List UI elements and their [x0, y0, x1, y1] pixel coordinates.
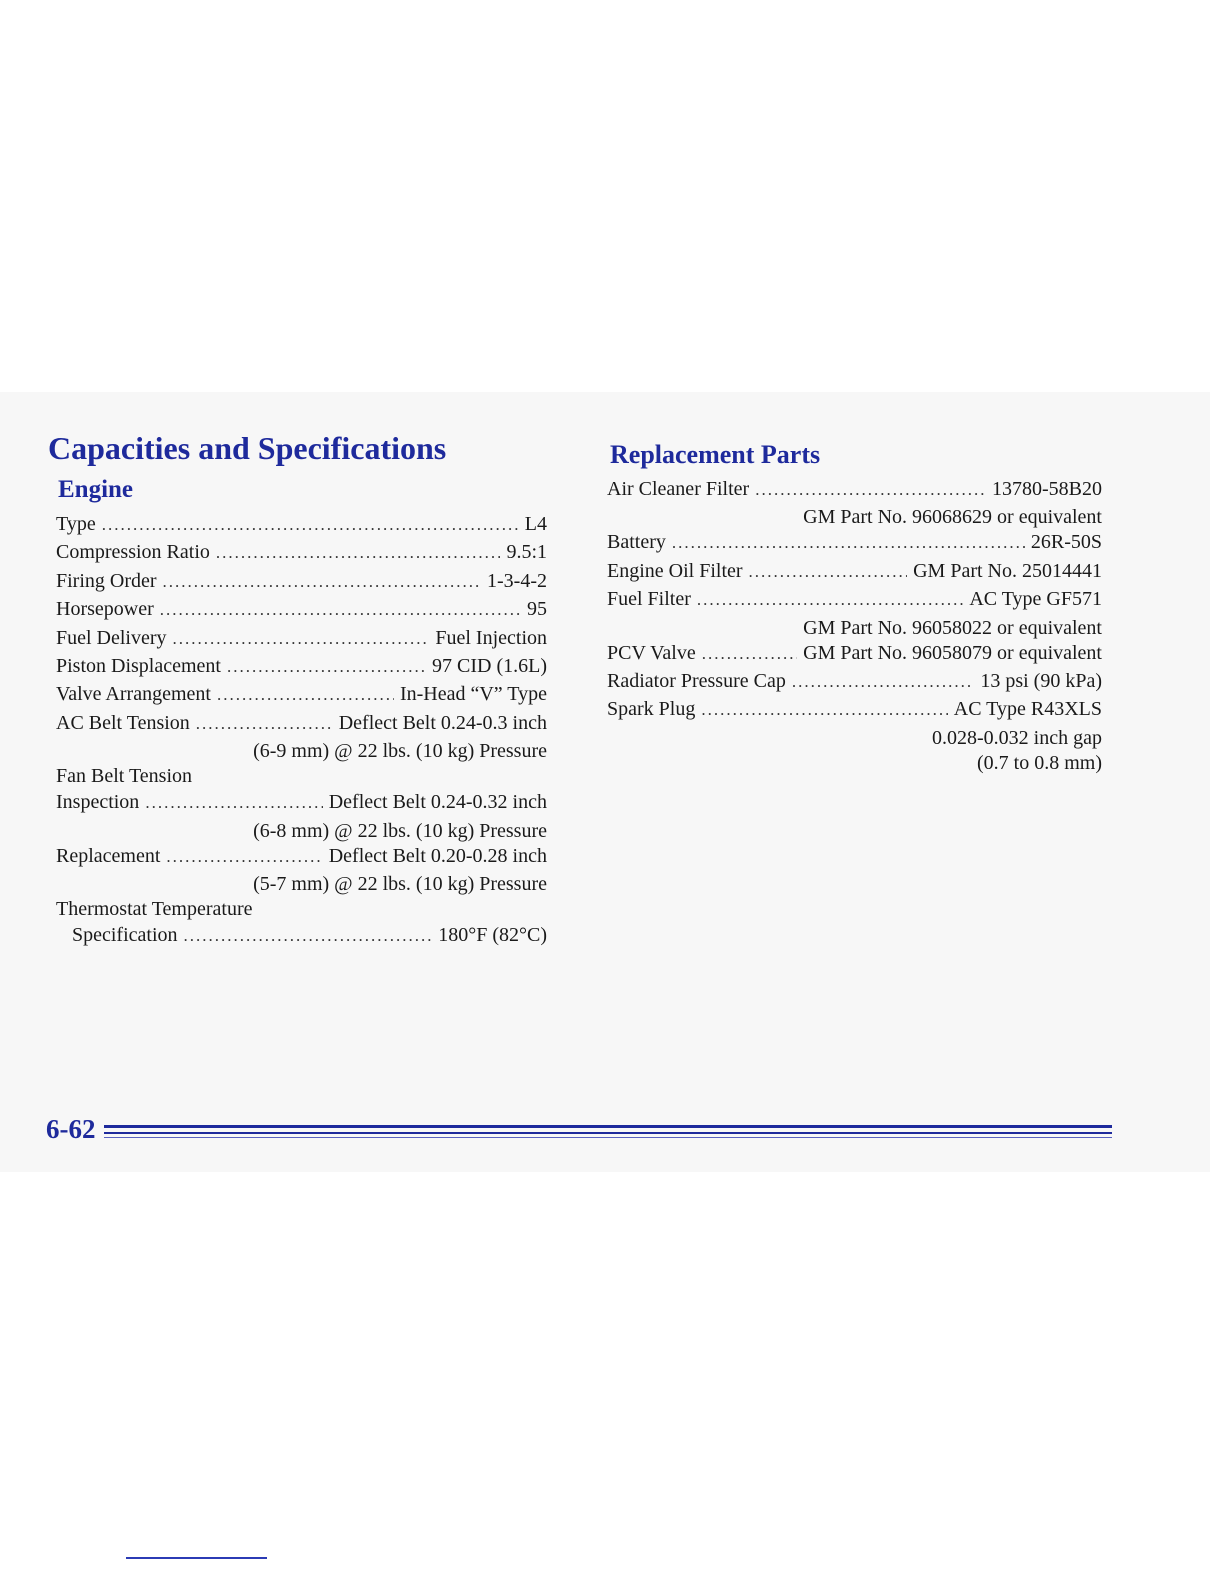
part-label: Air Cleaner Filter [607, 478, 750, 500]
part-value: GM Part No. 96058079 or equivalent [803, 641, 1102, 664]
spec-value: Deflect Belt 0.24-0.32 inch [328, 791, 547, 814]
part-label: Radiator Pressure Cap [607, 669, 786, 692]
part-value: 26R-50S [1030, 531, 1102, 554]
part-row-engine-oil-filter [607, 560, 1102, 588]
dot-leader [102, 515, 519, 535]
spec-label: Valve Arrangement [56, 683, 211, 706]
dot-leader [697, 590, 963, 610]
spec-label: Firing Order [56, 569, 157, 592]
part-row-pcv-valve [607, 642, 1102, 670]
part-value-continued: (0.7 to 0.8 mm) [977, 751, 1102, 774]
spec-value: Fuel Injection [435, 626, 547, 649]
spec-label: Fuel Delivery [56, 626, 167, 649]
part-row-battery [607, 531, 1102, 559]
dot-leader [217, 685, 394, 705]
spec-value-continued: (6-9 mm) @ 22 lbs. (10 kg) Pressure [253, 740, 547, 763]
spec-label: Horsepower [56, 598, 154, 621]
part-value: AC Type R43XLS [953, 698, 1102, 721]
dot-leader [702, 644, 797, 664]
dot-leader [701, 700, 947, 720]
dot-leader [227, 657, 426, 677]
dot-leader [160, 600, 521, 620]
spec-row-type [56, 513, 547, 541]
dot-leader [672, 533, 1025, 553]
dot-leader [196, 714, 333, 734]
spec-row-ac-belt-tension [56, 712, 547, 740]
dot-leader [163, 572, 481, 592]
part-value: AC Type GF571 [969, 588, 1102, 611]
spec-row-valve-arrangement [56, 683, 547, 711]
dot-leader [145, 793, 322, 813]
spec-value: 1-3-4-2 [487, 569, 547, 592]
spec-value-continued: (6-8 mm) @ 22 lbs. (10 kg) Pressure [253, 819, 547, 842]
spec-label: Replacement [56, 844, 161, 867]
part-row-air-cleaner-filter [607, 478, 1102, 506]
footer-rule [104, 1132, 1112, 1134]
part-value: 13 psi (90 kPa) [980, 669, 1102, 692]
spec-value: L4 [524, 513, 547, 535]
page-number: 6-62 [46, 1114, 96, 1144]
spec-label: Piston Displacement [56, 654, 221, 677]
spec-row-thermostat-specification [56, 924, 547, 952]
spec-row-inspection [56, 791, 547, 819]
part-value-continued: 0.028-0.032 inch gap [932, 726, 1102, 749]
spec-row-firing-order [56, 570, 547, 598]
part-label: Fuel Filter [607, 588, 691, 611]
dot-leader [749, 562, 908, 582]
dot-leader [173, 629, 430, 649]
replacement-parts-heading: Replacement Parts [610, 440, 821, 469]
spec-label: Specification [72, 923, 178, 946]
dot-leader [184, 926, 433, 946]
part-row-fuel-filter [607, 588, 1102, 616]
spec-value: 9.5:1 [506, 541, 547, 564]
bottom-divider [126, 1557, 267, 1559]
part-label: PCV Valve [607, 641, 696, 664]
spec-label: AC Belt Tension [56, 711, 190, 734]
spec-value: Deflect Belt 0.20-0.28 inch [328, 844, 547, 867]
part-label: Spark Plug [607, 698, 696, 721]
part-label: Engine Oil Filter [607, 559, 743, 582]
dot-leader [755, 480, 986, 500]
part-row-spark-plug [607, 698, 1102, 726]
spec-label: Compression Ratio [56, 541, 210, 564]
dot-leader [216, 543, 501, 563]
engine-spec-list [56, 513, 547, 952]
footer-rule [104, 1125, 1112, 1128]
spec-value-continued: (5-7 mm) @ 22 lbs. (10 kg) Pressure [253, 872, 547, 895]
spec-row-fuel-delivery [56, 627, 547, 655]
dot-leader [792, 672, 974, 692]
part-label: Battery [607, 531, 666, 554]
spec-row-replacement [56, 845, 547, 873]
spec-value: 180°F (82°C) [438, 923, 547, 946]
footer-rule [104, 1137, 1112, 1138]
spec-value: In-Head “V” Type [399, 683, 547, 706]
engine-heading: Engine [58, 476, 134, 503]
spec-value: Deflect Belt 0.24-0.3 inch [338, 711, 547, 734]
spec-value: 95 [527, 598, 547, 621]
thermostat-label: Thermostat Temperature [56, 897, 253, 920]
spec-label: Inspection [56, 791, 140, 814]
spec-row-compression-ratio [56, 541, 547, 569]
spec-row-piston-displacement [56, 655, 547, 683]
dot-leader [166, 847, 322, 867]
spec-label: Type [56, 513, 96, 535]
part-value: GM Part No. 25014441 [913, 559, 1102, 582]
part-row-radiator-pressure-cap [607, 670, 1102, 698]
part-value-continued: GM Part No. 96068629 or equivalent [803, 506, 1102, 529]
part-value: 13780-58B20 [992, 478, 1102, 500]
spec-value: 97 CID (1.6L) [432, 654, 547, 677]
fan-belt-tension-label: Fan Belt Tension [56, 765, 193, 788]
page-title: Capacities and Specifications [48, 430, 447, 466]
part-value-continued: GM Part No. 96058022 or equivalent [803, 616, 1102, 639]
spec-row-horsepower [56, 598, 547, 626]
replacement-parts-list [607, 478, 1102, 777]
